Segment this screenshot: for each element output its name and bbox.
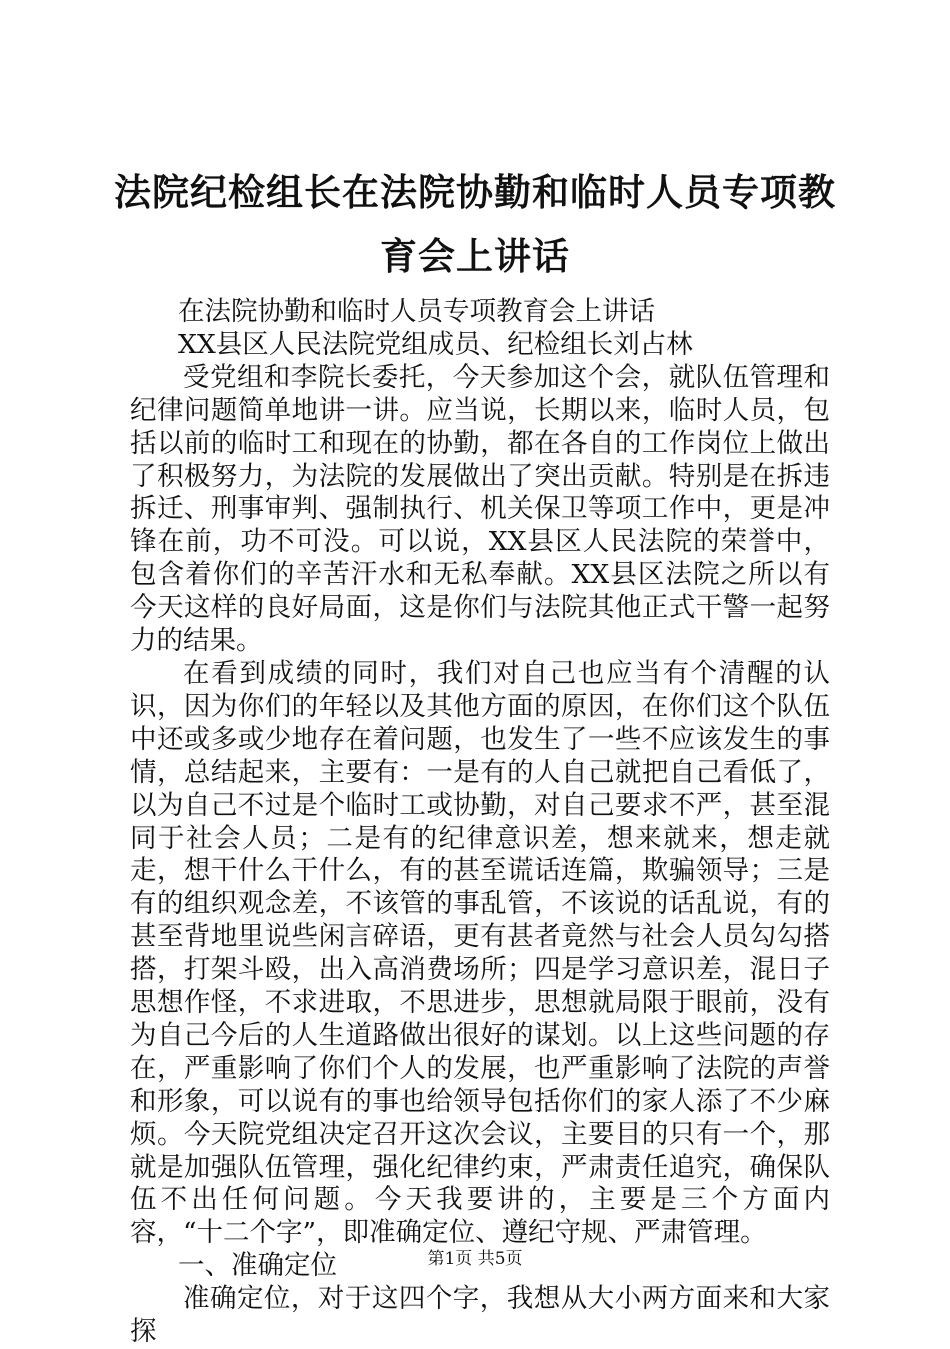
document-title: 法院纪检组长在法院协勤和临时人员专项教育会上讲话 xyxy=(114,170,836,278)
document-body xyxy=(130,296,830,1349)
body-paragraph: 在看到成绩的同时，我们对自己也应当有个清醒的认识，因为你们的年轻以及其他方面的原因，在你们这个队伍中还或多或少地存在着问题，也发生了一些不应该发生的事情，总结起来，主要有：一是有的人自己就把自己看低了，以为自己不过是个临时工或协勤，对自己要求不严，甚至混同于社会人员；二是有的纪律意识差，想来就来，想走就走，想干什么干什么，有的甚至谎话连篇，欺骗领导；三是有的组织观念差，不该管的事乱管，不该说的话乱说，有的甚至背地里说些闲言碎语，更有甚者竟然与社会人员勾勾搭搭，打架斗殴，出入高消费场所；四是学习意识差，混日子思想作怪，不求进取，不思进步，思想就局限于眼前，没有为自己今后的人生道路做出很好的谋划。以上这些问题的存在，严重影响了你们个人的发展，也严重影响了法院的声誉和形象，可以说有的事也给领导包括你们的家人添了不少麻烦。今天院党组决定召开这次会议，主要目的只有一个，那就是加强队伍管理，强化纪律约束，严肃责任追究，确保队伍不出任何问题。今天我要讲的，主要是三个方面内容，“十二个字”，即准确定位、遵纪守规、严肃管理。 xyxy=(130,657,830,1249)
speaker-line: XX县区人民法院党组成员、纪检组长刘占林 xyxy=(178,328,693,360)
page-number: 第1页 共5页 xyxy=(427,1249,523,1269)
body-paragraph: 受党组和李院长委托，今天参加这个会，就队伍管理和纪律问题简单地讲一讲。应当说，长期以来，临时人员，包括以前的临时工和现在的协勤，都在各自的工作岗位上做出了积极努力，为法院的发展做出了突出贡献。特别是在拆违拆迁、刑事审判、强制执行、机关保卫等项工作中，更是冲锋在前，功不可没。可以说，XX县区人民法院的荣誉中，包含着你们的辛苦汗水和无私奉献。XX县区法院之所以有今天这样的良好局面，这是你们与法院其他正式干警一起努力的结果。 xyxy=(130,361,830,657)
section-heading: 一、准确定位 xyxy=(178,1250,337,1282)
body-paragraph: 准确定位，对于这四个字，我想从大小两方面来和大家探 xyxy=(130,1283,830,1348)
subtitle-paragraph: 在法院协勤和临时人员专项教育会上讲话 xyxy=(178,296,655,327)
